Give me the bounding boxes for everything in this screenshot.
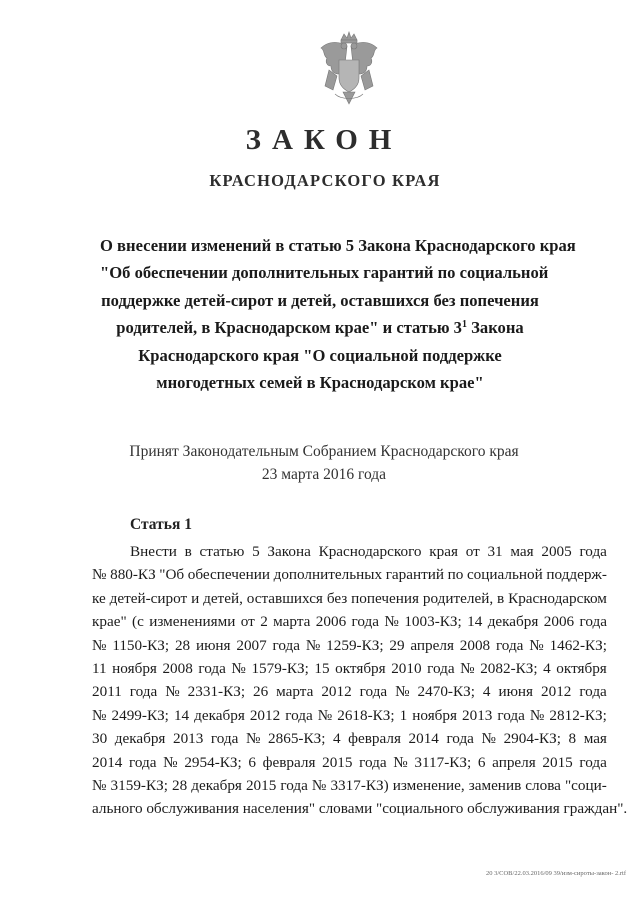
body-line: 2014 года № 2954-КЗ; 6 февраля 2015 года № 3117-КЗ; 6 апреля 2015 года <box>92 753 607 771</box>
heading-line: многодетных семей в Краснодарском крае" <box>156 373 484 393</box>
adoption-body: Принят Законодательным Собранием Краснодарского края <box>129 443 519 460</box>
body-line: 11 ноября 2008 года № 1579-КЗ; 15 октября 2010 года № 2082-КЗ; 4 октября <box>92 660 607 678</box>
heading-line: Краснодарского края "О социальной поддержке <box>138 345 502 365</box>
adoption-note <box>0 440 640 486</box>
heading-line: "Об обеспечении дополнительных гарантий по социальной <box>100 263 549 283</box>
body-line: № 1150-КЗ; 28 июня 2007 года № 1259-КЗ; 29 апреля 2008 года № 1462-КЗ; <box>92 636 607 654</box>
document-heading <box>100 232 576 396</box>
heading-line-tail: Закона <box>466 318 524 338</box>
body-line: № 3159-КЗ; 28 декабря 2015 года № 3317-КЗ) изменение, заменив слова "соци- <box>92 777 607 795</box>
body-line: № 2499-КЗ; 14 декабря 2012 года № 2618-КЗ; 1 ноября 2013 года № 2812-КЗ; <box>92 706 607 724</box>
body-line: крае" (с изменениями от 2 марта 2006 года № 1003-КЗ; 14 декабря 2006 года <box>92 613 607 631</box>
heading-superscript: 1 <box>461 319 467 331</box>
heading-line: О внесении изменений в статью 5 Закона Краснодарского края <box>100 236 576 255</box>
body-line: 2011 года № 2331-КЗ; 26 марта 2012 года № 2470-КЗ; 4 июня 2012 года <box>92 683 607 701</box>
article-1-title: Статья 1 <box>130 516 192 533</box>
footer-file-code: 20 3/СОВ/22.03.2016/09 39/изм-сироты-закон- 2.rtf <box>485 870 626 877</box>
coat-of-arms-emblem <box>317 30 381 108</box>
body-line: ке детей-сирот и детей, оставшихся без попечения родителей, в Краснодарском <box>92 589 607 607</box>
body-line: Внести в статью 5 Закона Краснодарского края от 31 мая 2005 года <box>130 543 607 560</box>
law-title: ЗАКОН <box>245 124 403 156</box>
article-1-body <box>92 540 628 821</box>
heading-line: поддержке детей-сирот и детей, оставшихся без попечения <box>101 290 539 310</box>
body-line: № 880-КЗ "Об обеспечении дополнительных гарантий по социальной поддерж- <box>92 566 607 584</box>
adoption-date: 23 марта 2016 года <box>261 466 387 483</box>
region-name: КРАСНОДАРСКОГО КРАЯ <box>209 171 441 190</box>
heading-line-text: родителей, в Краснодарском крае" и статью 3 <box>116 318 462 338</box>
body-line: 30 декабря 2013 года № 2865-КЗ; 4 февраля 2014 года № 2904-КЗ; 8 мая <box>92 730 607 748</box>
heading-line-with-superscript <box>100 314 540 341</box>
body-line: ального обслуживания населения" словами "социального обслуживания граждан". <box>92 800 628 818</box>
